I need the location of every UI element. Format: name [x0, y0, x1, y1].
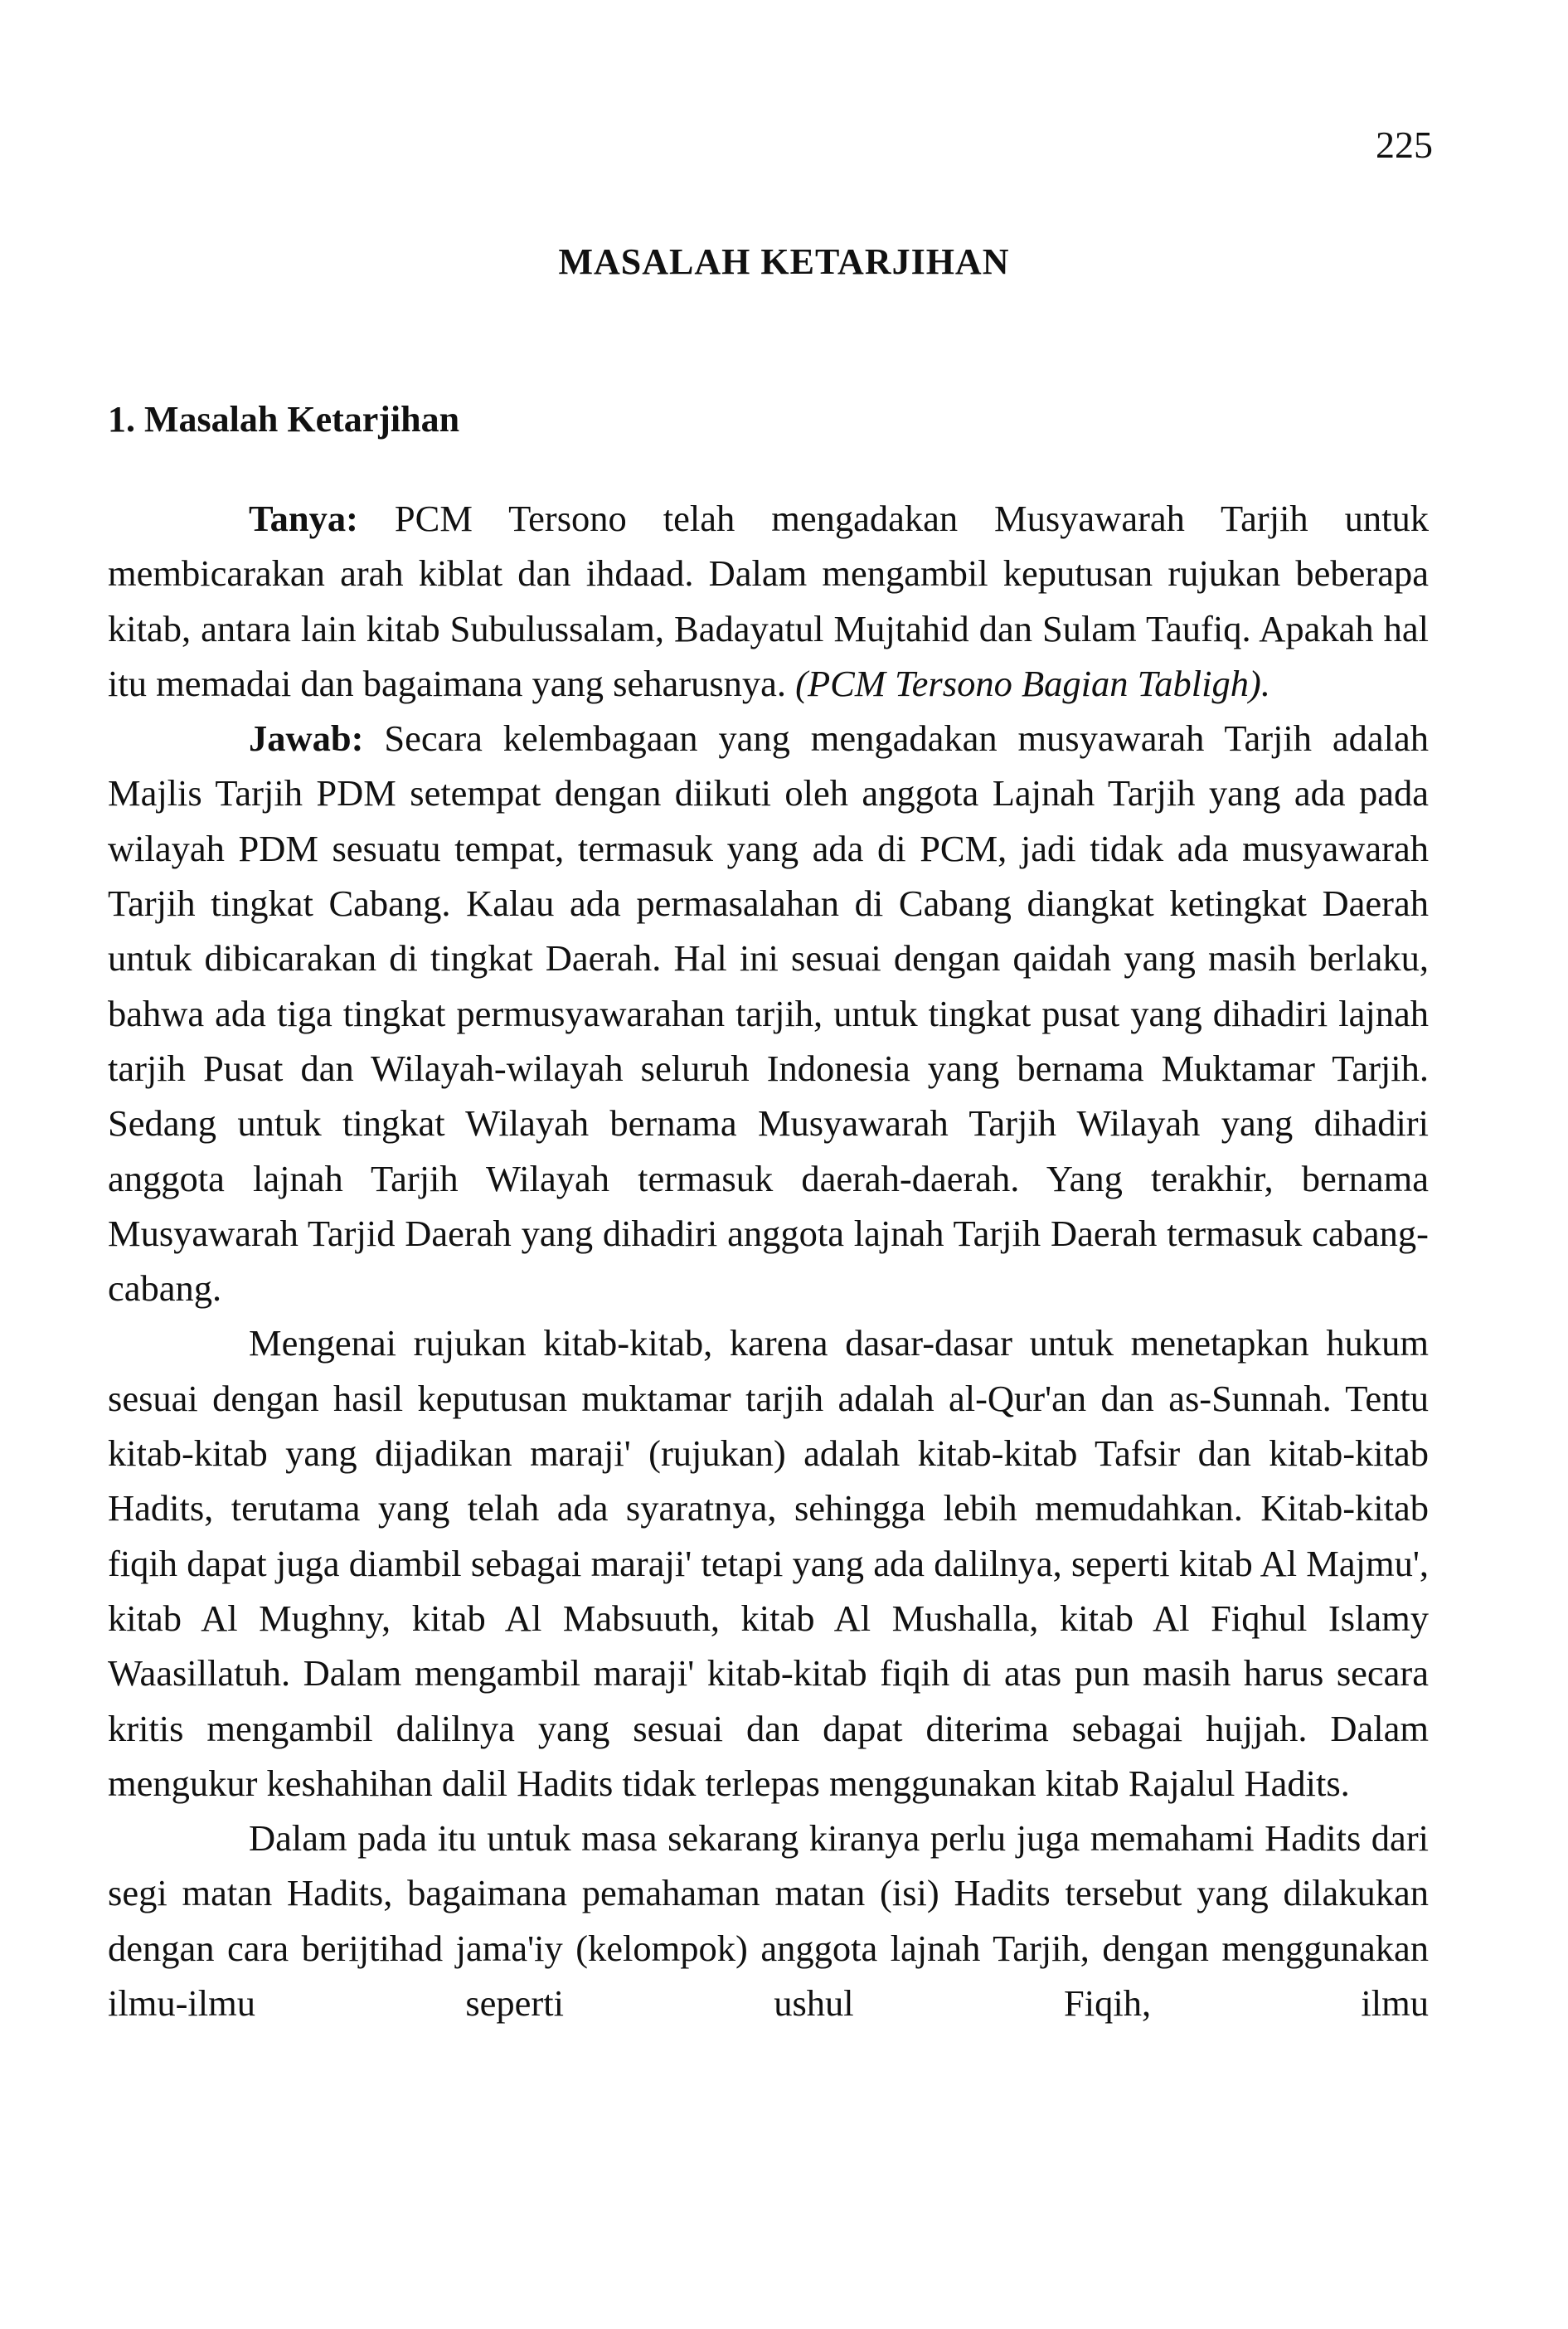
question-lead: Tanya:: [249, 498, 358, 539]
body-text: [108, 491, 1429, 2030]
answer-lead: Jawab:: [249, 717, 364, 760]
answer-paragraph: [108, 711, 1429, 1315]
answer-text: Secara kelembagaan yang mengadakan musyawarah Tarjih adalah Majlis Tarjih PDM setempat dengan diikuti oleh anggota Lajnah Tarjih yang ada pada wilayah PDM sesuatu tempat, termasuk yang ada di PCM, jadi tidak ada musyawarah Tarjih tingkat Cabang. Kalau ada permasalahan di Cabang diangkat ketingkat Daerah untuk dibicarakan di tingkat Daerah. Hal ini sesuai dengan qaidah yang masih berlaku, bahwa ada tiga tingkat permusyawarahan tarjih, untuk tingkat pusat yang dihadiri lajnah tarjih Pusat dan Wilayah-wilayah seluruh Indonesia yang bernama Muktamar Tarjih. Sedang untuk tingkat Wilayah bernama Musyawarah Tarjih Wilayah yang dihadiri anggota lajnah Tarjih Wilayah termasuk daerah-daerah. Yang terakhir, bernama Musyawarah Tarjid Daerah yang dihadiri anggota lajnah Tarjih Daerah termasuk cabang-cabang.: [108, 717, 1429, 1310]
question-source: (PCM Tersono Bagian Tabligh).: [795, 662, 1270, 704]
section-heading: 1. Masalah Ketarjihan: [108, 399, 460, 440]
page-number: 225: [1376, 124, 1433, 166]
question-text: PCM Tersono telah mengadakan Musyawarah Tarjih untuk membicarakan arah kiblat dan ihdaad. Dalam mengambil keputusan rujukan beberapa kitab, antara lain kitab Subulussalam, Badayatul Mujtahid dan Sulam Taufiq. Apakah hal itu memadai dan bagaimana yang seharusnya.: [108, 498, 1430, 704]
paragraph-matan: Dalam pada itu untuk masa sekarang kiranya perlu juga memahami Hadits dari segi matan Hadits, bagaimana pemahaman matan (isi) Hadits tersebut yang dilakukan dengan cara berijtihad jama'iy (kelompok) anggota lajnah Tarjih, dengan menggunakan ilmu-ilmu seperti ushul Fiqih, ilmu: [108, 1817, 1429, 2025]
question-paragraph: [108, 491, 1429, 711]
chapter-title: MASALAH KETARJIHAN: [558, 241, 1010, 282]
paragraph-references: Mengenai rujukan kitab-kitab, karena dasar-dasar untuk menetapkan hukum sesuai dengan hasil keputusan muktamar tarjih adalah al-Qur'an dan as-Sunnah. Tentu kitab-kitab yang dijadikan maraji' (rujukan) adalah kitab-kitab Tafsir dan kitab-kitab Hadits, terutama yang telah ada syaratnya, sehingga lebih memudahkan. Kitab-kitab fiqih dapat juga diambil sebagai maraji' tetapi yang ada dalilnya, seperti kitab Al Majmu', kitab Al Mughny, kitab Al Mabsuuth, kitab Al Mushalla, kitab Al Fiqhul Islamy Waasillatuh. Dalam mengambil maraji' kitab-kitab fiqih di atas pun masih harus secara kritis mengambil dalilnya yang sesuai dan dapat diterima sebagai hujjah. Dalam mengukur keshahihan dalil Hadits tidak terlepas menggunakan kitab Rajalul Hadits.: [108, 1322, 1429, 1804]
